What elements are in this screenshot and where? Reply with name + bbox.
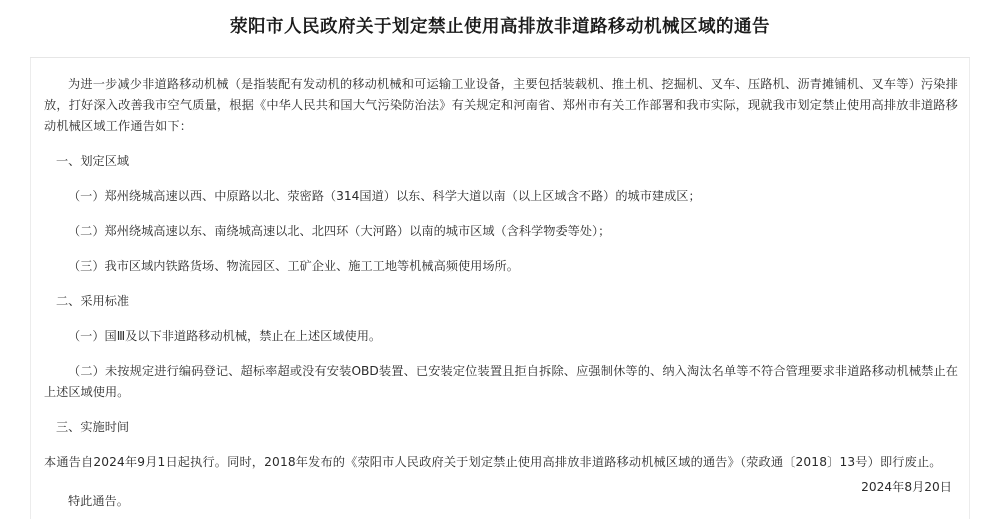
title-divider bbox=[30, 57, 970, 58]
section-heading-1: 一、划定区域 bbox=[56, 154, 130, 168]
page-title: 荥阳市人民政府关于划定禁止使用高排放非道路移动机械区域的通告 bbox=[230, 17, 770, 37]
paragraph-closing: 特此通告。 bbox=[68, 494, 129, 508]
paragraph-effective: 本通告自2024年9月1日起执行。同时，2018年发布的《荥阳市人民政府关于划定禁止使用高排放非道路移动机械区域的通告》（荥政通〔2018〕13号）即行废止。 bbox=[44, 455, 942, 469]
document-body bbox=[44, 74, 958, 512]
list-item-1-2: （二）郑州绕城高速以东、南绕城高速以北、北四环（大河路）以南的城市区域（含科学物委等处）； bbox=[68, 224, 611, 238]
list-item-1-1: （一）郑州绕城高速以西、中原路以北、荥密路（314国道）以东、科学大道以南（以上区域含不路）的城市建成区； bbox=[68, 189, 701, 203]
paragraph-intro: 为进一步减少非道路移动机械（是指装配有发动机的移动机械和可运输工业设备，主要包括装载机、推土机、挖掘机、叉车、压路机、沥青摊铺机、叉车等）污染排放，打好深入改善我市空气质量，根据《中华人民共和国大气污染防治法》有关规定和河南省、郑州市有关工作部署和我市实际，现就我市划定禁止使用高排放非道路移动机械区域工作通告如下： bbox=[44, 77, 958, 133]
list-item-1-3: （三）我市区域内铁路货场、物流园区、工矿企业、施工工地等机械高频使用场所。 bbox=[68, 259, 519, 273]
document-date: 2024年8月20日 bbox=[861, 480, 952, 494]
section-heading-3: 三、实施时间 bbox=[56, 420, 130, 434]
list-item-2-1: （一）国Ⅲ及以下非道路移动机械，禁止在上述区域使用。 bbox=[68, 329, 382, 343]
section-heading-2: 二、采用标准 bbox=[56, 294, 130, 308]
list-item-2-2: （二）未按规定进行编码登记、超标率超或没有安装OBD装置、已安装定位装置且拒自拆除、应强制休等的、纳入淘汰名单等不符合管理要求非道路移动机械禁止在上述区域使用。 bbox=[44, 364, 958, 399]
